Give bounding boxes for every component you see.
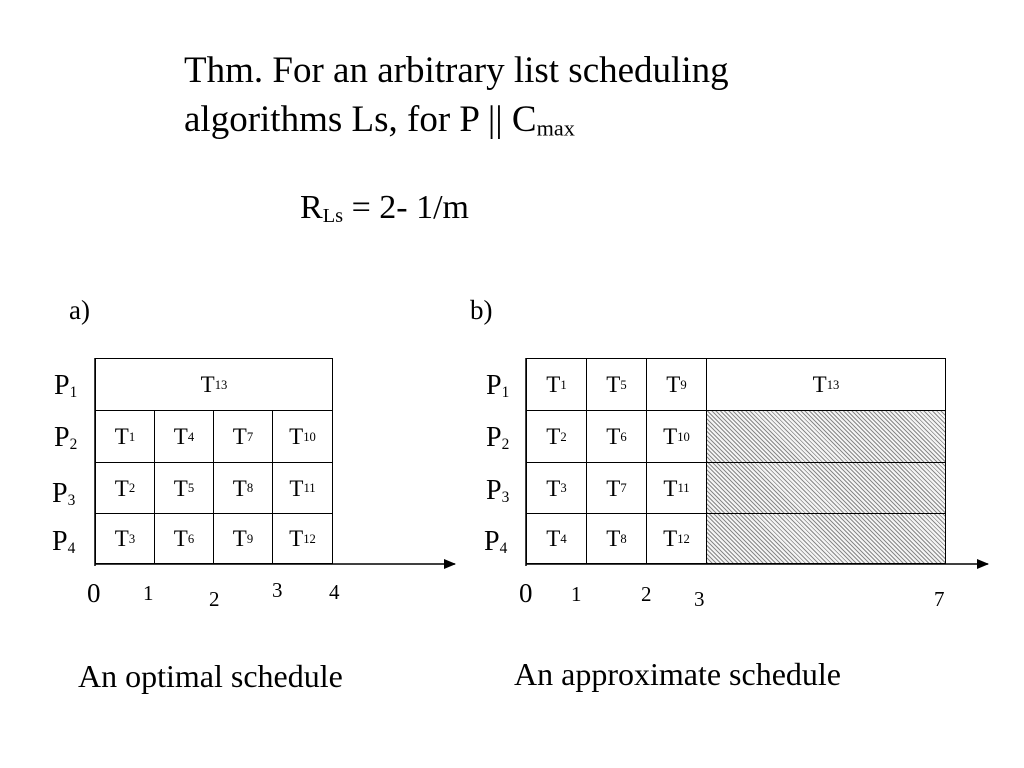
- processor-label: $P_3$: [486, 475, 510, 507]
- formula-subscript: Ls: [322, 205, 344, 228]
- task-cell: T 13: [96, 359, 332, 411]
- task-cell: T 2: [96, 463, 155, 514]
- task-cell: T 10: [647, 411, 707, 463]
- task-cell: T 11: [647, 463, 707, 514]
- time-tick-label: 0: [87, 578, 101, 608]
- panel-a-schedule: [95, 358, 333, 564]
- processor-label: $P_3$: [52, 478, 76, 510]
- task-cell: T 7: [214, 411, 273, 463]
- panel-b-label: b): [470, 295, 493, 325]
- processor-label: $P_2$: [486, 422, 510, 454]
- task-cell: T 5: [587, 359, 647, 411]
- task-cell: T 1: [527, 359, 587, 411]
- task-cell: T 8: [214, 463, 273, 514]
- processor-label: $P_2$: [54, 422, 78, 454]
- task-cell: T 12: [289, 526, 316, 551]
- panel-b-schedule: [526, 358, 946, 564]
- idle-time-block: [707, 463, 945, 514]
- task-cell: T 7: [587, 463, 647, 514]
- processor-label: $P_1$: [54, 370, 78, 402]
- task-cell: T 3: [527, 463, 587, 514]
- panel-a-label: a): [69, 295, 90, 325]
- time-tick-label: 0: [519, 578, 533, 608]
- task-cell: T 4: [527, 514, 587, 563]
- task-cell: T 4: [155, 411, 214, 463]
- task-cell: T 5: [155, 463, 214, 514]
- task-cell: T 8: [587, 514, 647, 563]
- panel-b-caption: An approximate schedule: [514, 656, 841, 692]
- task-cell: T 6: [155, 514, 214, 563]
- task-cell: T 9: [214, 514, 273, 563]
- ratio-formula: $R_{Ls} = 2-$ 1/m: [300, 189, 469, 228]
- time-tick-label: 3: [694, 587, 705, 611]
- theorem-line-1: Thm. For an arbitrary list scheduling: [184, 50, 729, 91]
- processor-label: $P_4$: [52, 526, 76, 558]
- task-cell: T 2: [527, 411, 587, 463]
- processor-label: $P_1$: [486, 370, 510, 402]
- task-cell: T 13: [707, 359, 945, 411]
- task-cell: T 10: [273, 411, 332, 463]
- theorem-cmax-subscript: max: [536, 115, 575, 141]
- task-cell: T 11: [273, 463, 332, 514]
- time-tick-label: 7: [934, 587, 945, 611]
- time-tick-label: 1: [143, 581, 154, 605]
- idle-time-block: [707, 411, 945, 463]
- idle-time-block: [707, 514, 945, 563]
- task-cell: T 9: [647, 359, 707, 411]
- theorem-line-2: algorithms Ls, for P || $C_{max}$: [184, 99, 575, 141]
- task-cell: T 1: [96, 411, 155, 463]
- task-cell: T 3: [96, 514, 155, 563]
- time-tick-label: 2: [641, 582, 652, 606]
- time-tick-label: 1: [571, 582, 582, 606]
- processor-label: $P_4$: [484, 526, 508, 558]
- time-tick-label: 3: [272, 578, 283, 602]
- task-cell: T 6: [587, 411, 647, 463]
- time-tick-label: 4: [329, 580, 340, 604]
- task-cell: T 12: [647, 514, 707, 563]
- panel-a-caption: An optimal schedule: [78, 658, 343, 694]
- time-tick-label: 2: [209, 587, 220, 611]
